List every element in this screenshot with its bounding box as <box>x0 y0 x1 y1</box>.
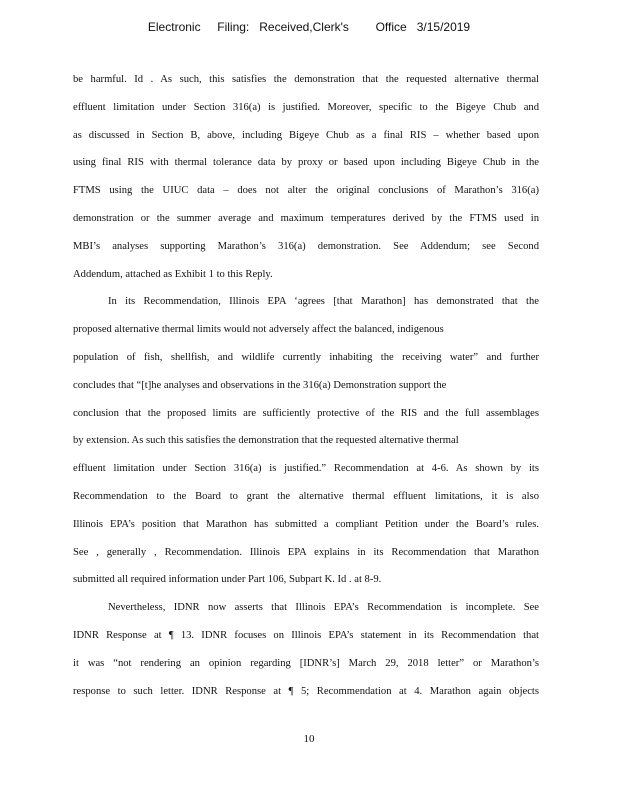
body-text <box>73 66 539 705</box>
text-line: proposed alternative thermal limits would not adversely affect the balanced, indigenous <box>73 324 444 336</box>
text-line: Addendum, attached as Exhibit 1 to this Reply. <box>73 268 273 280</box>
text-line: be harmful. Id . As such, this satisfies the demonstration that the requested alternative thermal <box>73 74 539 85</box>
text-line: Nevertheless, IDNR now asserts that Illinois EPA’s Recommendation is incomplete. See <box>108 602 539 614</box>
text-line: Recommendation to the Board to grant the alternative thermal effluent limitations, it is also <box>73 490 539 502</box>
text-line: response to such letter. IDNR Response at ¶ 5; Recommendation at 4. Marathon again objects <box>73 685 539 697</box>
text-line: effluent limitation under Section 316(a) is justified.” Recommendation at 4-6. As shown by its <box>73 463 539 475</box>
text-line: effluent limitation under Section 316(a) is justified. Moreover, specific to the Bigeye Chub and <box>73 101 539 113</box>
page-number: 10 <box>303 733 315 745</box>
text-line: submitted all required information under Part 106, Subpart K. Id . at 8-9. <box>73 574 382 586</box>
text-line: as discussed in Section B, above, including Bigeye Chub as a final RIS – whether based upon <box>73 129 539 141</box>
text-line: IDNR Response at ¶ 13. IDNR focuses on Illinois EPA’s statement in its Recommendation that <box>73 629 539 641</box>
text-line: conclusion that the proposed limits are sufficiently protective of the RIS and the full assemblages <box>73 407 539 419</box>
text-line: using final RIS with thermal tolerance data by proxy or based upon including Bigeye Chub in the <box>73 157 539 169</box>
text-line: See , generally , Recommendation. Illinois EPA explains in its Recommendation that Marathon <box>73 546 539 558</box>
text-line: it was “not rendering an opinion regarding [IDNR’s] March 29, 2018 letter” or Marathon’s <box>73 657 539 669</box>
text-line: In its Recommendation, Illinois EPA ‘agrees [that Marathon] has demonstrated that the <box>108 296 539 308</box>
text-line: FTMS using the UIUC data – does not alter the original conclusions of Marathon’s 316(a) <box>73 185 539 197</box>
text-line: by extension. As such this satisfies the demonstration that the requested alternative thermal <box>73 435 459 447</box>
text-line: concludes that “[t]he analyses and observations in the 316(a) Demonstration support the <box>73 379 447 391</box>
text-line: MBI’s analyses supporting Marathon’s 316(a) demonstration. See Addendum; see Second <box>73 240 539 252</box>
text-line: Illinois EPA’s position that Marathon has submitted a compliant Petition under the Board’s rules. <box>73 518 539 530</box>
text-line: demonstration or the summer average and maximum temperatures derived by the FTMS used in <box>73 212 539 224</box>
filing-stamp-header: Electronic Filing: Received,Clerk's Office 3/15/2019 <box>147 20 471 34</box>
text-line: population of fish, shellfish, and wildlife currently inhabiting the receiving water” and further <box>73 351 539 363</box>
